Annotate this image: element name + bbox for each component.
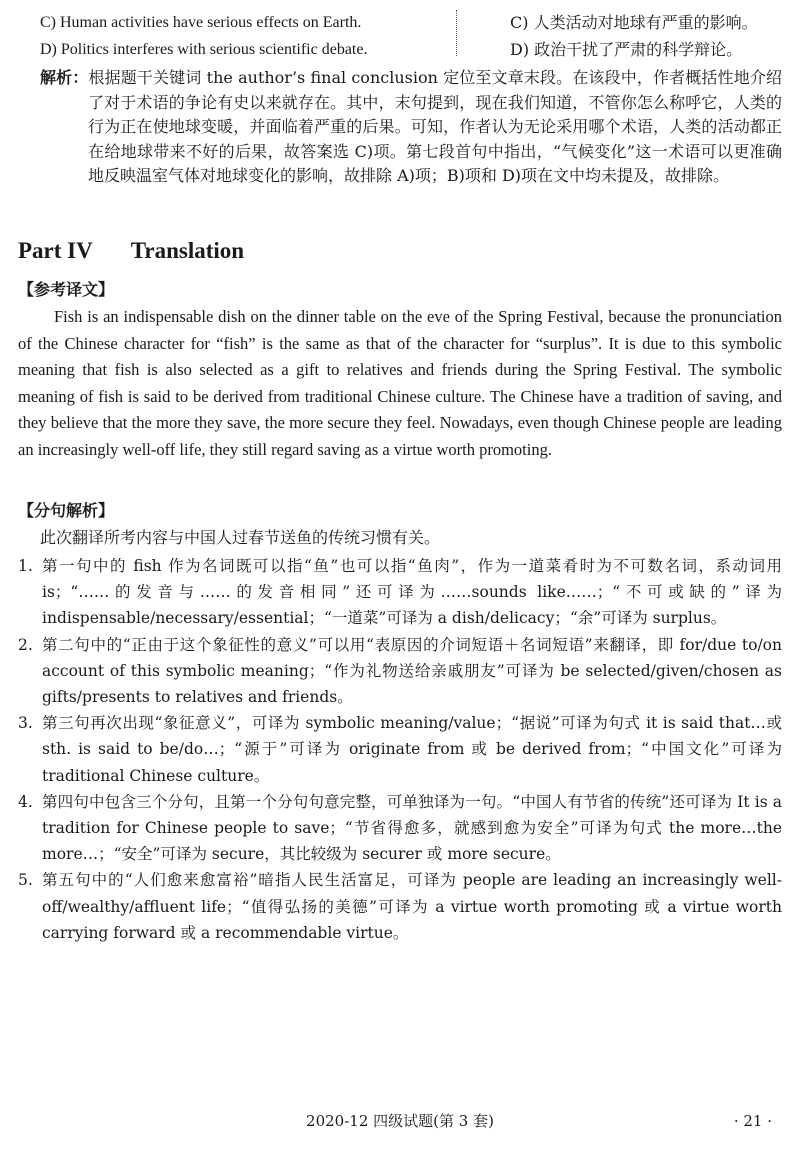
item-number: 4. [18, 792, 33, 811]
answer-analysis [40, 66, 782, 189]
option-d-chinese: D) 政治干扰了严肃的科学辩论。 [510, 40, 743, 59]
option-c-row [40, 12, 770, 34]
item-number: 3. [18, 714, 33, 733]
sentence-analysis-list [18, 553, 782, 946]
list-item [18, 553, 782, 632]
option-d-english: D) Politics interferes with serious scientific debate. [40, 41, 368, 58]
option-d-row [40, 39, 770, 61]
item-text: 第二句中的“正由于这个象征性的意义”可以用“表原因的介词短语＋名词短语”来翻译，即 for/due to/on account of this symbolic meaning；“作为礼物送给亲戚朋友”可译为 be selected/given/chosen as gifts/presents to relatives and friends。 [42, 635, 782, 707]
item-text: 第四句中包含三个分句，且第一个分句句意完整，可单独译为一句。“中国人有节省的传统”还可译为 It is a tradition for Chinese people to save；“节省得愈多，就感到愈为安全”可译为句式 the more…the more…；“安全”可译为 secure，其比较级为 securer 或 more secure。 [42, 792, 782, 864]
options-divider [456, 10, 457, 56]
sentence-analysis-heading: 【分句解析】 [18, 501, 115, 520]
item-text: 第三句再次出现“象征意义”，可译为 symbolic meaning/value；“据说”可译为句式 it is said that…或 sth. is said to be/do…；“源于”可译为 originate from 或 be derived from；“中国文化”可译为 traditional Chinese culture。 [42, 714, 782, 785]
list-item [18, 867, 782, 946]
footer-title: 2020-12 四级试题(第 3 套) [306, 1112, 494, 1130]
item-text: 第一句中的 fish 作为名词既可以指“鱼”也可以指“鱼肉”，作为一道菜肴时为不可数名词，系动词用 is；“……的发音与……的发音相同”还可译为……sounds like……；“不可或缺的”译为 indispensable/necessary/essential；“一道菜”可译为 a dish/delicacy；“余”可译为 surplus。 [42, 557, 782, 628]
list-item [18, 632, 782, 711]
part-heading [18, 236, 244, 266]
item-number: 1. [18, 557, 33, 575]
analysis-label: 解析： [40, 68, 89, 87]
list-item [18, 789, 782, 868]
item-text: 第五句中的“人们愈来愈富裕”暗指人民生活富足，可译为 people are leading an increasingly well-off/wealthy/affluent life；“值得弘扬的美德”可译为 a virtue worth promoting 或 a virtue worth carrying forward 或 a recommendable virtue。 [42, 871, 782, 942]
part-number: Part IV [18, 238, 93, 263]
page-footer [0, 1110, 800, 1132]
option-c-english: C) Human activities have serious effects on Earth. [40, 14, 362, 31]
option-c-chinese: C) 人类活动对地球有严重的影响。 [510, 13, 758, 32]
page-number: · 21 · [733, 1112, 772, 1130]
list-item [18, 710, 782, 789]
analysis-text: 根据题干关键词 the author’s final conclusion 定位至文章末段。在该段中，作者概括性地介绍了对于术语的争论有史以来就存在。其中，末句提到，现在我们知道，不管你怎么称呼它，人类的行为正在使地球变暖，并面临着严重的后果。可知，作者认为无论采用哪个术语，人类的活动都正在给地球带来不好的后果，故答案选 C)项。第七段首句中指出，“气候变化”这一术语可以更准确地反映温室气体对地球变化的影响，故排除 A)项；B)项和 D)项在文中均未提及，故排除。 [88, 68, 782, 186]
part-title: Translation [130, 238, 245, 263]
reference-heading: 【参考译文】 [18, 280, 115, 299]
sentence-analysis-intro: 此次翻译所考内容与中国人过春节送鱼的传统习惯有关。 [40, 528, 441, 547]
item-number: 2. [18, 635, 33, 654]
item-number: 5. [18, 871, 33, 890]
reference-translation: Fish is an indispensable dish on the dinner table on the eve of the Spring Festival, because the pronunciation of the Chinese character for “fish” is the same as that of the character for “surplus”. It is due to this symbolic meaning that fish is also selected as a gift to relatives and friends during the Spring Festival. The symbolic meaning of fish is said to be derived from traditional Chinese culture. The Chinese have a tradition of saving, and they believe that the more they save, the more secure they feel. Nowadays, even though Chinese people are leading an increasingly well-off life, they still regard saving as a virtue worth promoting. [18, 307, 782, 459]
